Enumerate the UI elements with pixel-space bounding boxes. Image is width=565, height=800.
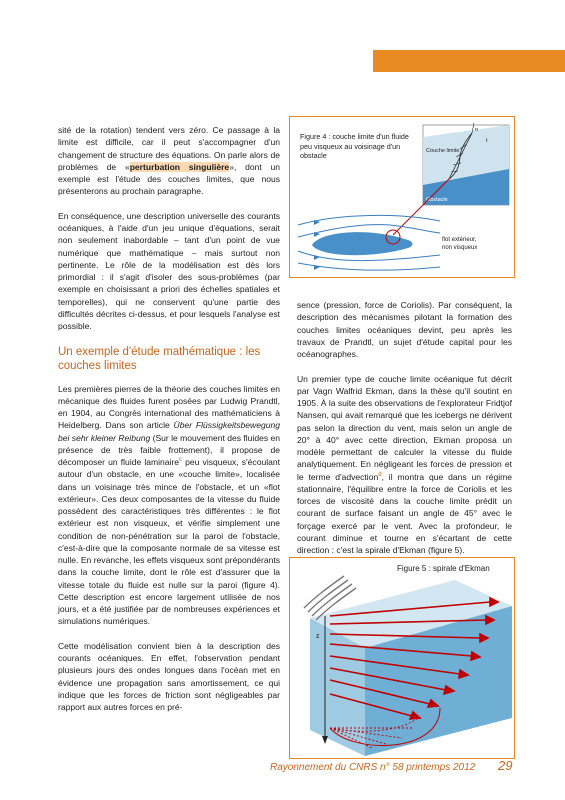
paragraph: Cette modélisation convient bien à la description des courants océaniques. En effet, l'observation pendant plusieurs jours des ondes longues dans l'océan met en évidence une propagation sans amortissement, ce qui indique que les forces de friction sont négligeables par rapport aux autres forces en pré-: [58, 640, 280, 712]
paragraph: Un premier type de couche limite océanique fut décrit par Vagn Walfrid Ekman, dans la thèse qu'il soutint en 1905. À la suite des observations de l'explorateur Fridtjof Nansen, qui avait remarqué que les icebergs ne dérivent pas selon la direction du vent, mais selon un angle de 20° à 40° avec cette direction, Ekman proposa un modèle permettant de calculer la vitesse du fluide analytiquement. En négligeant les forces de pression et le terme d'advection$^d$, il montra que dans un régime stationnaire, l'équilibre entre la force de Coriolis et les forces de viscosité dans la couche limite prédit un courant de surface faisant un angle de 45° avec le forçage exercé par le vent. Avec la profondeur, le courant diminue et tourne en s'écartant de cette direction : c'est la spirale d'Ekman (figure 5).: [297, 373, 512, 555]
highlighted-term: perturbation singulière: [129, 161, 230, 172]
footnote-marker[interactable]: d: [378, 471, 382, 478]
figure-4: [289, 116, 515, 278]
journal-footer: Rayonnement du CNRS n° 58 printemps 2012: [270, 762, 476, 773]
article-title: Über Flüssigkeitsbewegung bei sehr kleiner Reibung: [58, 420, 280, 443]
normal-label: n: [475, 127, 479, 133]
paragraph: Les premières pierres de la théorie des couches limites en mécanique des fluides furent posées par Ludwig Prandtl, en 1904, au Congrès international des mathématiciens à Heidelberg. Dans son article Über Flüssigkeitsbewegung bei sehr kleiner Reibung (Sur le mouvement des fluides en présence de très faible frottement), il propose de décomposer un fluide laminaire$^c$ peu visqueux, s'écoulant autour d'un obstacle, en une «couche limite», localisée dans un voisinage très mince de l'obstacle, et un «flot extérieur». Ces deux composantes de la vitesse du fluide possèdent des caractéristiques très différentes : le flot extérieur est non visqueux, et vérifie simplement une condition de non-pénétration sur la paroi de l'obstacle, c'est-à-dire que la composante normale de sa vitesse est nulle. En revanche, les effets visqueux sont prépondérants dans la couche limite, dont le rôle est d'assurer que la vitesse totale du fluide est nulle sur la paroi (figure 4). Cette description est encore largement utilisée de nos jours, et a été justifiée par de nombreuses expériences et simulations numériques.: [58, 383, 280, 627]
obstacle-label: Obstacle: [426, 197, 448, 203]
outer-flow-label: flot extérieur, non visqueux: [442, 237, 478, 251]
left-column: [58, 124, 280, 726]
z-axis-label: z: [316, 633, 320, 640]
boundary-layer-label: Couche limite: [426, 148, 460, 154]
figure-5: [289, 557, 515, 759]
header-accent-bar: [373, 50, 565, 72]
figure-5-caption: Figure 5 : spirale d'Ekman: [397, 564, 490, 573]
paragraph: sité de la rotation) tendent vers zéro. Ce passage à la limite est difficile, car il peut s'accompagner d'un changement de structure des équations. On parle alors de problèmes de «perturbation singulière», dont un exemple est l'étude des couches limites, que nous présenterons au prochain paragraphe.: [58, 125, 280, 197]
section-heading: Un exemple d'étude mathématique : les couches limites: [58, 345, 261, 372]
tangent-label: t: [486, 138, 488, 144]
right-column: [297, 299, 512, 569]
paragraph: sence (pression, force de Coriolis). Par conséquent, la description des mécanismes pilotant la formation des couches limites océaniques devint, peu après les travaux de Prandtl, un sujet d'étude capital pour les océanographes.: [297, 300, 512, 359]
footnote-marker[interactable]: c: [179, 457, 183, 464]
obstacle-shape: [312, 232, 413, 255]
figure-4-caption: Figure 4 : couche limite d'un fluide peu visqueux au voisinage d'un obstacle: [300, 132, 409, 160]
ekman-spiral-diagram: [290, 558, 514, 758]
boundary-layer-diagram: [290, 117, 514, 277]
paragraph: En conséquence, une description universelle des courants océaniques, à l'aide d'un jeu unique d'équations, serait non seulement inabordable – tant d'un point de vue numérique que mathématique – mais surtout non pertinente. Le rôle de la modélisation est dès lors primordial : il s'agit d'isoler des sous-problèmes (par exemple en choisissant a priori des échelles spatiales et temporelles), qui ne conservent qu'une partie des difficultés décrites ci-dessus, et pour lesquels l'analyse est possible.: [58, 210, 280, 331]
page-number: 29: [498, 758, 513, 773]
